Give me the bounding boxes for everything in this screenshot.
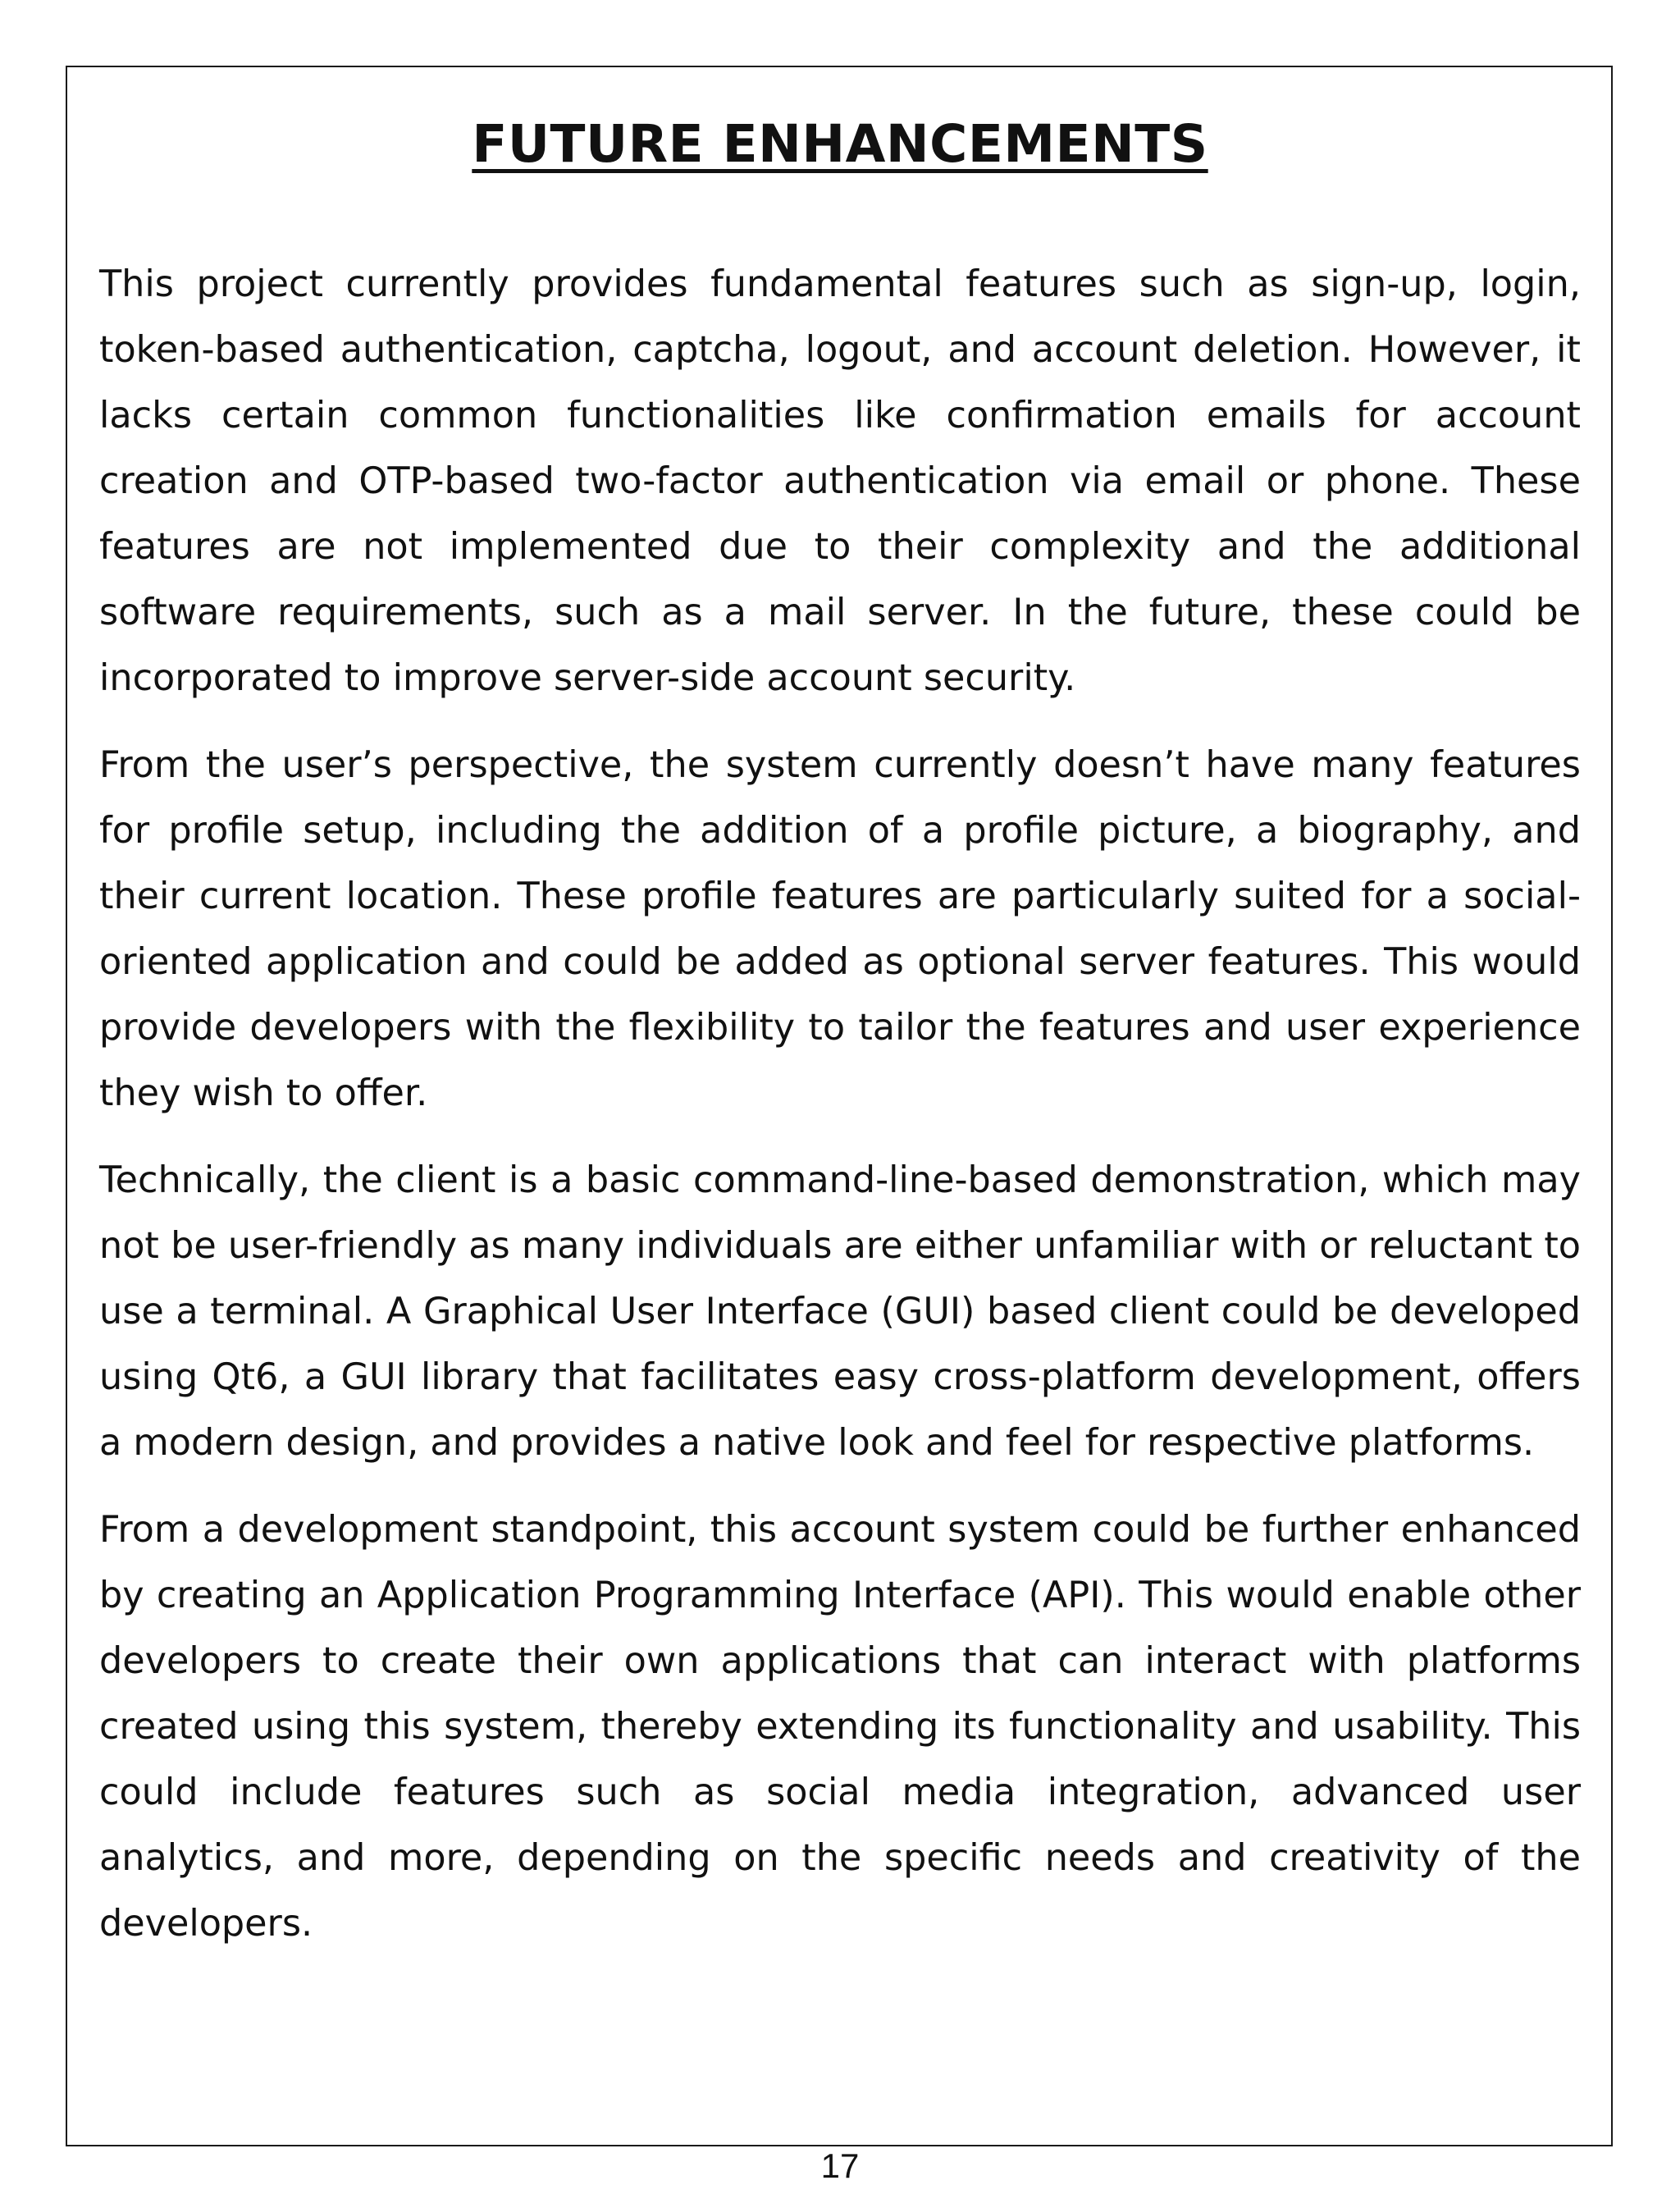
body-text [99, 252, 1581, 1978]
paragraph-gui-client: Technically, the client is a basic command-line-based demonstration, which may not be user-friendly as many individuals are either unfamiliar with or reluctant to use a terminal. A Graphical User Interface (GUI) based client could be developed using Qt6, a GUI library that facilitates easy cross-platform development, offers a modern design, and provides a native look and feel for respective platforms. [99, 1159, 1581, 1464]
page-number: 17 [820, 2146, 860, 2185]
paragraph-api: From a development standpoint, this account system could be further enhanced by creating an Application Programming Interface (API). This would enable other developers to create their own applications that can interact with platforms created using this system, thereby extending its functionality and usability. This could include features such as social media integration, advanced user analytics, and more, depending on the specific needs and creativity of the developers. [99, 1509, 1581, 1945]
paragraph-current-features: This project currently provides fundamental features such as sign-up, login, token-based authentication, captcha, logout, and account deletion. However, it lacks certain common functionalities like confirmation emails for account creation and OTP-based two-factor authentication via email or phone. These features are not implemented due to their complexity and the additional software requirements, such as a mail server. In the future, these could be incorporated to improve server-side account security. [99, 263, 1581, 699]
paragraph-profile-features: From the user’s perspective, the system currently doesn’t have many features for profile setup, including the addition of a profile picture, a biography, and their current location. These profile features are particularly suited for a social-oriented application and could be added as optional server features. This would provide developers with the flexibility to tailor the features and user experience they wish to offer. [99, 744, 1581, 1114]
page-title: FUTURE ENHANCEMENTS [472, 114, 1208, 174]
